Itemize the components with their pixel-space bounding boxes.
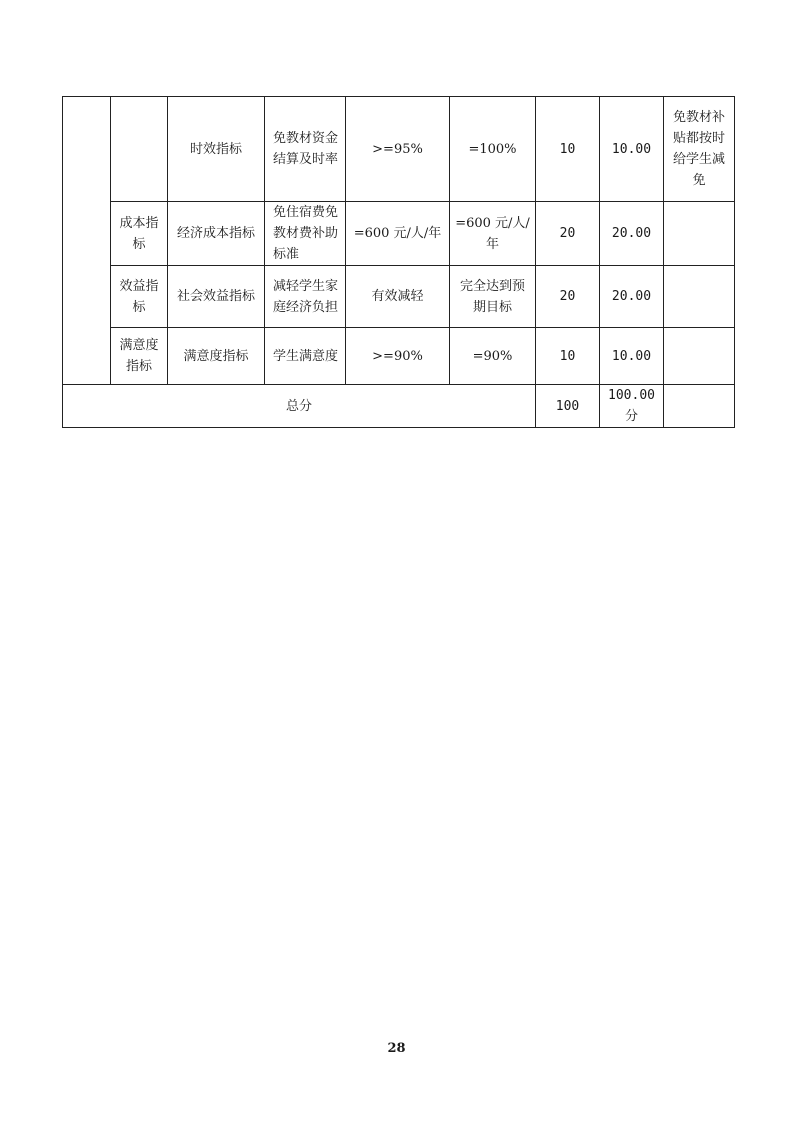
detail-cell: 学生满意度 (265, 328, 346, 385)
score-cell: 20.00 (600, 202, 664, 266)
indicator-cell: 时效指标 (168, 97, 265, 202)
annual-target-cell: 有效减轻 (346, 266, 450, 328)
total-score: 100.00分 (600, 385, 664, 428)
note-cell (664, 202, 735, 266)
score-cell: 10.00 (600, 328, 664, 385)
table-row (63, 266, 735, 328)
weight-cell: 20 (536, 202, 600, 266)
indicator-cell: 满意度指标 (168, 328, 265, 385)
total-label: 总分 (63, 385, 536, 428)
note-cell: 免教材补贴都按时给学生减免 (664, 97, 735, 202)
total-row (63, 385, 735, 428)
actual-value-cell: 完全达到预期目标 (450, 266, 536, 328)
actual-value-cell: =90% (450, 328, 536, 385)
detail-cell: 减轻学生家庭经济负担 (265, 266, 346, 328)
performance-table (62, 96, 735, 428)
annual-target-cell: >=90% (346, 328, 450, 385)
table-row (63, 328, 735, 385)
note-cell (664, 328, 735, 385)
indicator-cell: 经济成本指标 (168, 202, 265, 266)
detail-cell: 免教材资金结算及时率 (265, 97, 346, 202)
sub-category-cell: 满意度指标 (111, 328, 168, 385)
primary-category-cell (63, 97, 111, 385)
annual-target-cell: =600 元/人/年 (346, 202, 450, 266)
weight-cell: 10 (536, 328, 600, 385)
actual-value-cell: =600 元/人/年 (450, 202, 536, 266)
total-weight: 100 (536, 385, 600, 428)
note-cell (664, 266, 735, 328)
sub-category-cell: 效益指标 (111, 266, 168, 328)
page-number: 28 (387, 1041, 406, 1056)
sub-category-cell (111, 97, 168, 202)
actual-value-cell: =100% (450, 97, 536, 202)
detail-cell: 免住宿费免教材费补助标准 (265, 202, 346, 266)
weight-cell: 20 (536, 266, 600, 328)
score-cell: 10.00 (600, 97, 664, 202)
annual-target-cell: >=95% (346, 97, 450, 202)
table-row (63, 202, 735, 266)
indicator-cell: 社会效益指标 (168, 266, 265, 328)
table-row (63, 97, 735, 202)
sub-category-cell: 成本指标 (111, 202, 168, 266)
total-note (664, 385, 735, 428)
score-cell: 20.00 (600, 266, 664, 328)
weight-cell: 10 (536, 97, 600, 202)
